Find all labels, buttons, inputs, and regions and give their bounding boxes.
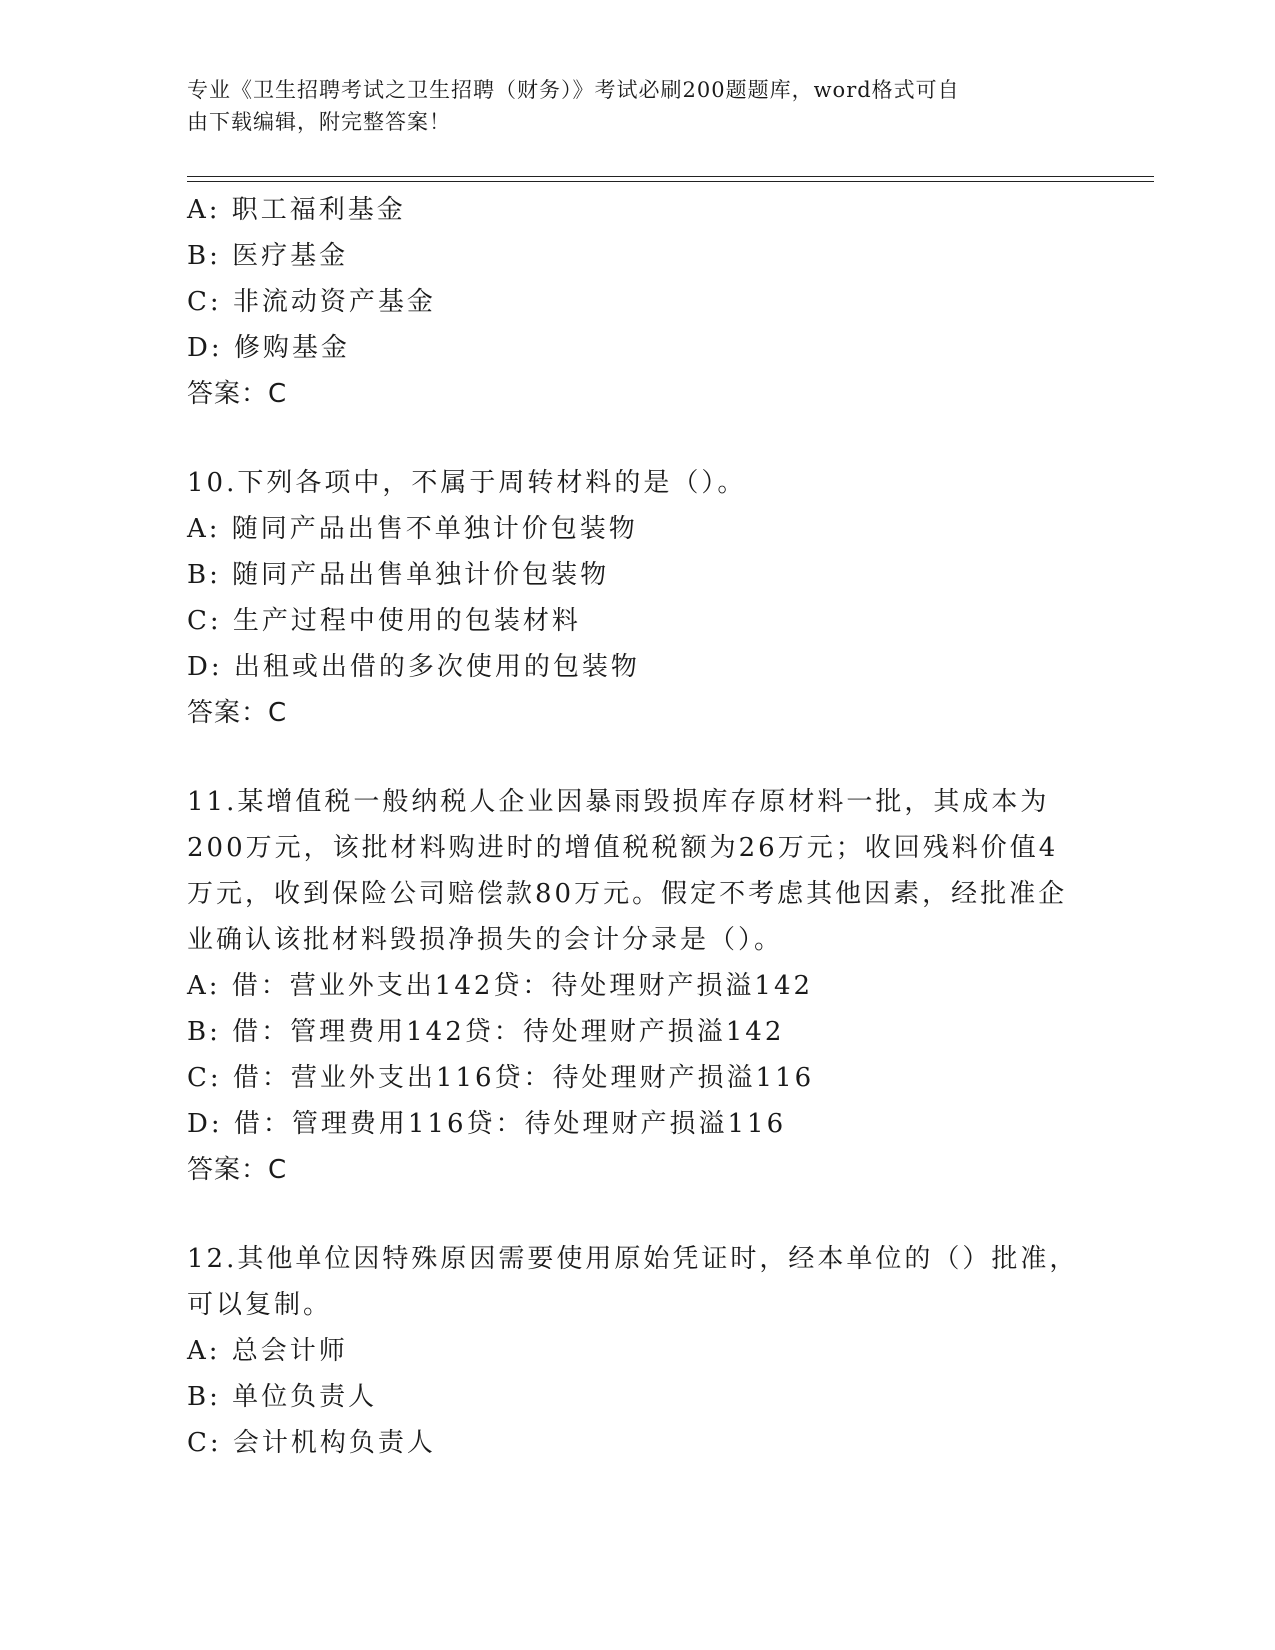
question-text-line: 200万元，该批材料购进时的增值税税额为26万元；收回残料价值4 (187, 833, 1059, 863)
option-c: C: 非流动资产基金 (187, 287, 436, 317)
option-a: A: 随同产品出售不单独计价包装物 (187, 514, 638, 544)
question-text-line: 11.某增值税一般纳税人企业因暴雨毁损库存原材料一批，其成本为 (187, 787, 1050, 817)
header-rule-top (187, 176, 1154, 177)
option-b: B: 随同产品出售单独计价包装物 (187, 560, 610, 590)
option-c: C: 会计机构负责人 (187, 1428, 436, 1458)
option-c: C: 借：营业外支出116贷：待处理财产损溢116 (187, 1063, 815, 1093)
option-d: D: 出租或出借的多次使用的包装物 (187, 652, 640, 682)
question-text-line: 可以复制。 (187, 1290, 333, 1320)
question-block-10 (187, 460, 1087, 736)
option-a: A: 借：营业外支出142贷：待处理财产损溢142 (187, 971, 814, 1001)
option-d: D: 借：管理费用116贷：待处理财产损溢116 (187, 1109, 787, 1139)
question-block-11 (187, 779, 1087, 1193)
option-c: C: 生产过程中使用的包装材料 (187, 606, 581, 636)
document-header (187, 74, 1067, 138)
question-block-12 (187, 1236, 1087, 1466)
answer-line: 答案：C (187, 379, 288, 409)
option-b: B: 借：管理费用142贷：待处理财产损溢142 (187, 1017, 785, 1047)
question-text-line: 万元，收到保险公司赔偿款80万元。假定不考虑其他因素，经批准企 (187, 879, 1068, 909)
header-line-1: 专业《卫生招聘考试之卫生招聘（财务）》考试必刷200题题库，word格式可自 (187, 78, 960, 102)
question-text-line: 12.其他单位因特殊原因需要使用原始凭证时，经本单位的（）批准， (187, 1244, 1079, 1274)
question-text: 10.下列各项中，不属于周转材料的是（）。 (187, 468, 747, 498)
option-b: B: 医疗基金 (187, 241, 349, 271)
answer-line: 答案：C (187, 1155, 288, 1185)
header-rule-bottom (187, 181, 1154, 182)
question-block-9 (187, 187, 1087, 417)
option-a: A: 职工福利基金 (187, 195, 406, 225)
document-body (187, 187, 1087, 1466)
option-b: B: 单位负责人 (187, 1382, 378, 1412)
question-text-line: 业确认该批材料毁损净损失的会计分录是（）。 (187, 925, 784, 955)
answer-line: 答案：C (187, 698, 288, 728)
option-d: D: 修购基金 (187, 333, 350, 363)
header-line-2: 由下载编辑，附完整答案！ (187, 110, 451, 134)
option-a: A: 总会计师 (187, 1336, 348, 1366)
